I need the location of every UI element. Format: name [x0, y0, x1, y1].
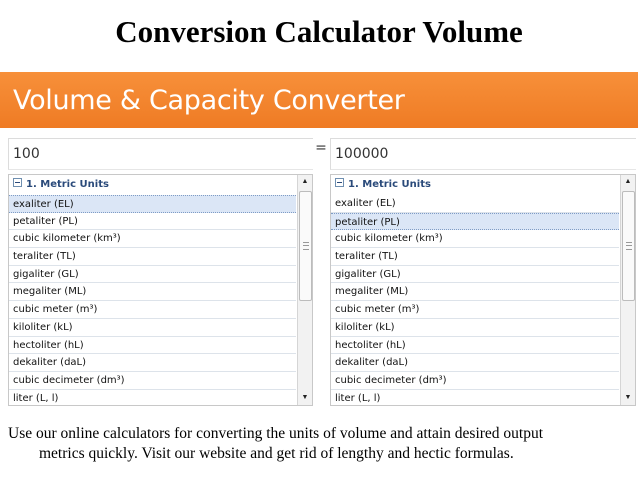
from-list-scrollbar[interactable] — [297, 175, 312, 405]
to-unit-option[interactable]: cubic kilometer (km³) — [331, 230, 619, 248]
to-unit-option[interactable]: teraliter (TL) — [331, 248, 619, 266]
to-list-scrollbar[interactable] — [620, 175, 635, 405]
scroll-down-arrow-icon[interactable]: ▼ — [621, 391, 635, 405]
from-unit-option[interactable]: cubic decimeter (dm³) — [9, 372, 296, 390]
from-unit-option[interactable]: teraliter (TL) — [9, 248, 296, 266]
grip-icon — [626, 242, 632, 250]
to-group-label: 1. Metric Units — [348, 179, 431, 190]
scroll-up-arrow-icon[interactable]: ▲ — [621, 175, 635, 189]
scroll-down-arrow-icon[interactable]: ▼ — [298, 391, 312, 405]
slide-caption — [8, 424, 633, 464]
scroll-up-arrow-icon[interactable]: ▲ — [298, 175, 312, 189]
converter-title: Volume & Capacity Converter — [13, 85, 405, 116]
to-unit-group-header[interactable] — [331, 175, 619, 195]
to-unit-option[interactable]: cubic decimeter (dm³) — [331, 372, 619, 390]
to-unit-option[interactable]: kiloliter (kL) — [331, 319, 619, 337]
from-unit-listbox[interactable] — [8, 174, 313, 406]
from-unit-list — [9, 195, 296, 406]
from-unit-option[interactable]: kiloliter (kL) — [9, 319, 296, 337]
from-unit-option[interactable]: cubic meter (m³) — [9, 301, 296, 319]
to-unit-listbox[interactable] — [330, 174, 636, 406]
converter-header-banner — [0, 72, 638, 128]
from-unit-option[interactable]: gigaliter (GL) — [9, 266, 296, 284]
to-unit-option[interactable]: cubic meter (m³) — [331, 301, 619, 319]
from-unit-option[interactable]: hectoliter (hL) — [9, 337, 296, 355]
slide-title: Conversion Calculator Volume — [115, 14, 523, 49]
from-unit-group-header[interactable] — [9, 175, 296, 195]
to-unit-panel — [330, 128, 636, 406]
to-unit-list — [331, 195, 619, 406]
from-unit-option[interactable]: cubic kilometer (km³) — [9, 230, 296, 248]
to-unit-option[interactable]: gigaliter (GL) — [331, 266, 619, 284]
from-unit-option[interactable]: dekaliter (daL) — [9, 354, 296, 372]
caption-line-2: metrics quickly. Visit our website and get rid of lengthy and hectic formulas. — [39, 445, 514, 462]
from-unit-option[interactable]: megaliter (ML) — [9, 283, 296, 301]
grip-icon — [303, 242, 309, 250]
scrollbar-thumb[interactable] — [299, 191, 312, 301]
to-unit-option[interactable]: megaliter (ML) — [331, 283, 619, 301]
from-value-input[interactable] — [8, 138, 313, 170]
to-unit-option[interactable]: petaliter (PL) — [331, 213, 619, 231]
from-unit-option[interactable]: exaliter (EL) — [9, 195, 296, 213]
caption-line-1: Use our online calculators for converting the units of volume and attain desired output — [8, 425, 544, 442]
to-unit-option[interactable]: hectoliter (hL) — [331, 337, 619, 355]
to-unit-option[interactable]: liter (L, l) — [331, 390, 619, 406]
equals-sign: = — [315, 140, 327, 156]
collapse-icon[interactable] — [335, 178, 344, 187]
to-unit-option[interactable]: dekaliter (daL) — [331, 354, 619, 372]
scrollbar-thumb[interactable] — [622, 191, 635, 301]
from-unit-option[interactable]: petaliter (PL) — [9, 213, 296, 231]
from-group-label: 1. Metric Units — [26, 179, 109, 190]
from-unit-option[interactable]: liter (L, l) — [9, 390, 296, 406]
collapse-icon[interactable] — [13, 178, 22, 187]
to-value-input[interactable] — [330, 138, 636, 170]
to-unit-option[interactable]: exaliter (EL) — [331, 195, 619, 213]
from-unit-panel — [8, 128, 313, 406]
